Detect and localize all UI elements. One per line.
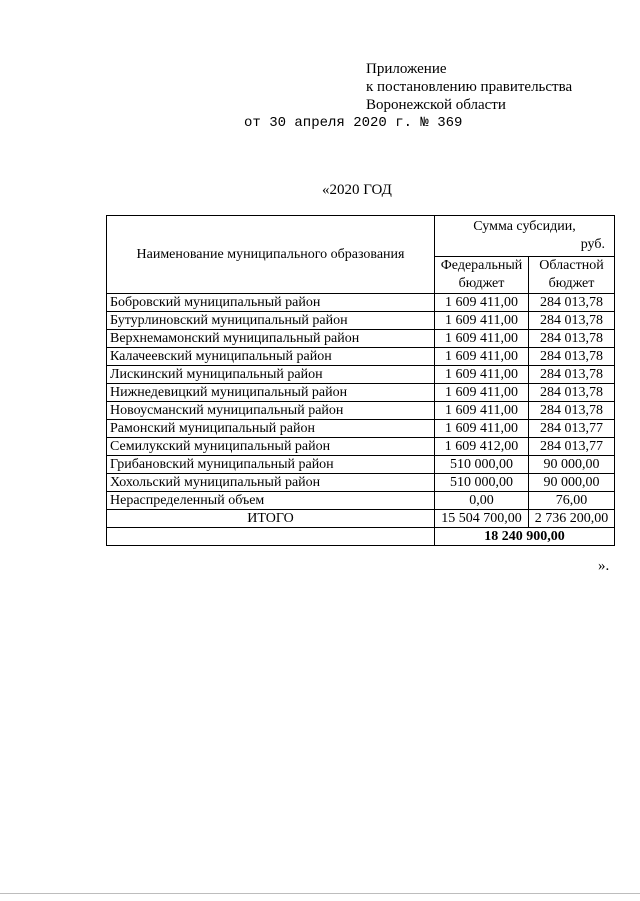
regional-amount: 284 013,77 (529, 420, 615, 438)
appendix-header (366, 60, 572, 114)
header-federal-line1: Федеральный (440, 258, 523, 273)
header-municipality: Наименование муниципального образования (107, 216, 435, 294)
federal-amount: 1 609 411,00 (435, 384, 529, 402)
table-row (107, 474, 615, 492)
municipality-name: Нижнедевицкий муниципальный район (107, 384, 435, 402)
decree-date-number: от 30 апреля 2020 г. № 369 (244, 115, 463, 131)
municipality-name: Верхнемамонский муниципальный район (107, 330, 435, 348)
municipality-name: Семилукский муниципальный район (107, 438, 435, 456)
header-federal-budget (435, 257, 529, 294)
regional-amount: 284 013,78 (529, 402, 615, 420)
table-row (107, 384, 615, 402)
federal-amount: 510 000,00 (435, 456, 529, 474)
table-row (107, 366, 615, 384)
regional-amount: 284 013,78 (529, 366, 615, 384)
municipality-name: Калачеевский муниципальный район (107, 348, 435, 366)
federal-amount: 0,00 (435, 492, 529, 510)
federal-amount: 510 000,00 (435, 474, 529, 492)
grand-total: 18 240 900,00 (435, 528, 615, 546)
year-title: «2020 ГОД (322, 182, 392, 198)
table-row (107, 492, 615, 510)
table-row (107, 330, 615, 348)
municipality-name: Грибановский муниципальный район (107, 456, 435, 474)
table-row (107, 420, 615, 438)
municipality-name: Бобровский муниципальный район (107, 294, 435, 312)
regional-amount: 76,00 (529, 492, 615, 510)
table-row (107, 294, 615, 312)
scan-edge-line (0, 893, 640, 894)
appendix-region: Воронежской области (366, 97, 506, 113)
grand-total-blank (107, 528, 435, 546)
table-row (107, 402, 615, 420)
municipality-name: Новоусманский муниципальный район (107, 402, 435, 420)
municipality-name: Рамонский муниципальный район (107, 420, 435, 438)
header-regional-line2: бюджет (548, 276, 595, 291)
federal-amount: 1 609 411,00 (435, 366, 529, 384)
total-federal: 15 504 700,00 (435, 510, 529, 528)
municipality-name: Лискинский муниципальный район (107, 366, 435, 384)
municipality-name: Хохольский муниципальный район (107, 474, 435, 492)
header-subsidy-sum-line1: Сумма субсидии, (473, 219, 576, 234)
federal-amount: 1 609 411,00 (435, 294, 529, 312)
table-row (107, 312, 615, 330)
grand-total-row (107, 528, 615, 546)
total-label: ИТОГО (107, 510, 435, 528)
federal-amount: 1 609 411,00 (435, 420, 529, 438)
federal-amount: 1 609 411,00 (435, 330, 529, 348)
header-subsidy-sum (435, 216, 615, 257)
table-header-row (107, 216, 615, 257)
federal-amount: 1 609 411,00 (435, 348, 529, 366)
subsidy-table (106, 215, 615, 546)
regional-amount: 284 013,78 (529, 294, 615, 312)
table-row (107, 438, 615, 456)
appendix-title: Приложение (366, 61, 447, 77)
total-regional: 2 736 200,00 (529, 510, 615, 528)
regional-amount: 284 013,78 (529, 384, 615, 402)
municipality-name: Бутурлиновский муниципальный район (107, 312, 435, 330)
regional-amount: 284 013,78 (529, 348, 615, 366)
federal-amount: 1 609 411,00 (435, 312, 529, 330)
regional-amount: 284 013,78 (529, 330, 615, 348)
header-federal-line2: бюджет (458, 276, 505, 291)
total-row (107, 510, 615, 528)
header-regional-budget (529, 257, 615, 294)
regional-amount: 90 000,00 (529, 474, 615, 492)
regional-amount: 90 000,00 (529, 456, 615, 474)
table-row (107, 348, 615, 366)
regional-amount: 284 013,78 (529, 312, 615, 330)
header-regional-line1: Областной (539, 258, 604, 273)
closing-quote: ». (598, 558, 610, 574)
municipality-name: Нераспределенный объем (107, 492, 435, 510)
header-subsidy-sum-unit: руб. (580, 237, 605, 252)
regional-amount: 284 013,77 (529, 438, 615, 456)
appendix-reference: к постановлению правительства (366, 79, 573, 95)
federal-amount: 1 609 412,00 (435, 438, 529, 456)
federal-amount: 1 609 411,00 (435, 402, 529, 420)
table-row (107, 456, 615, 474)
